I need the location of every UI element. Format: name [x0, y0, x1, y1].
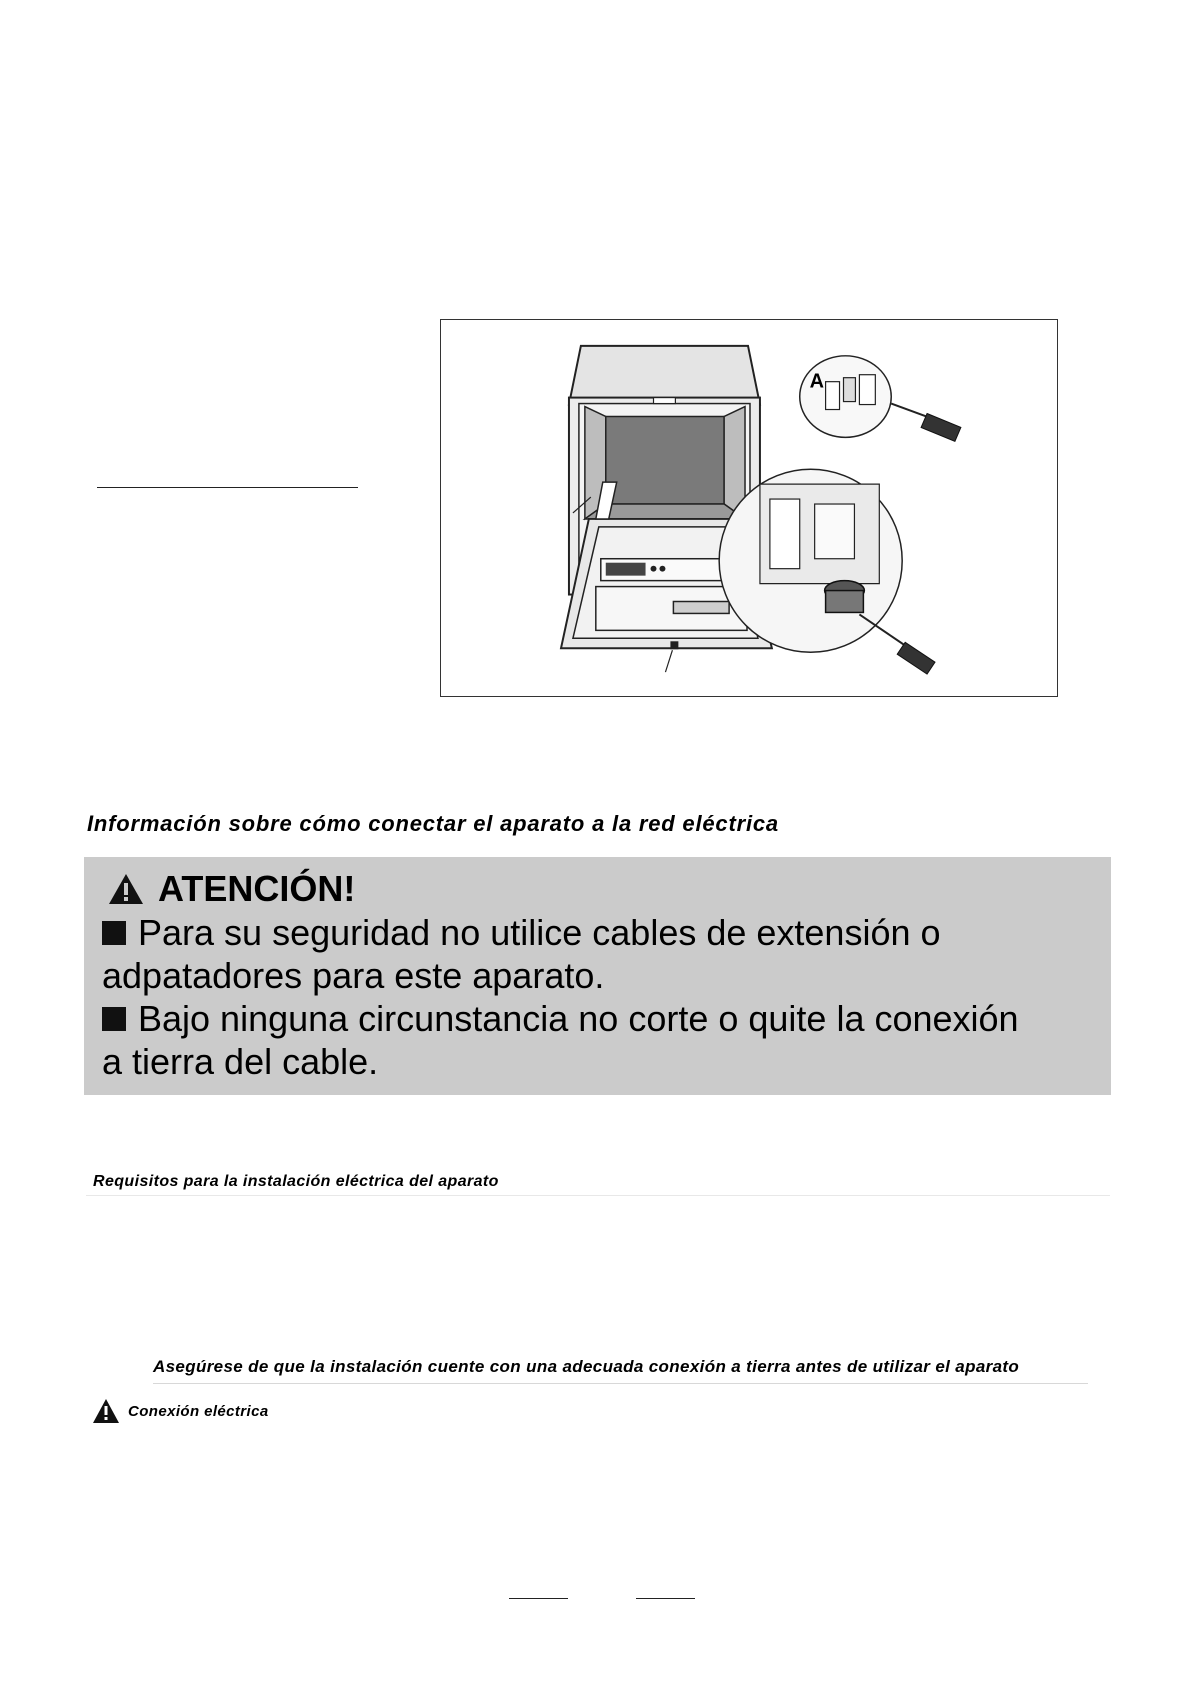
dishwasher-leveling-illustration — [441, 320, 1057, 696]
warning-box — [84, 857, 1111, 1095]
warning-line-3 — [102, 997, 1093, 1040]
warning-line-2: adpatadores para este aparato. — [102, 955, 605, 996]
electrical-connection-text: Conexión eléctrica — [128, 1402, 269, 1420]
warning-line-4: a tierra del cable. — [102, 1041, 379, 1082]
blank-underline — [636, 1598, 695, 1599]
warning-title — [102, 867, 1093, 911]
bullet-square-icon — [102, 921, 126, 945]
warning-line-1 — [102, 911, 1093, 954]
warning-triangle-icon — [92, 1398, 120, 1424]
warning-line-3-text: Bajo ninguna circunstancia no corte o quite la conexión — [138, 998, 1019, 1039]
detail-circle-top — [800, 356, 961, 442]
grounding-note: Asegúrese de que la instalación cuente con una adecuada conexión a tierra antes de utilizar el aparato — [153, 1357, 1020, 1376]
grounding-note-rule — [153, 1383, 1088, 1384]
requirements-rule — [86, 1195, 1110, 1196]
warning-triangle-icon — [108, 872, 144, 906]
blank-underline — [97, 487, 358, 488]
bullet-square-icon — [102, 1007, 126, 1031]
electrical-connection-label — [92, 1398, 269, 1424]
installation-figure — [440, 319, 1058, 697]
requirements-heading: Requisitos para la instalación eléctrica del aparato — [93, 1173, 499, 1190]
callout-label-a: A — [809, 370, 825, 393]
warning-line-1-text: Para su seguridad no utilice cables de extensión o — [138, 912, 941, 953]
warning-title-text: ATENCIÓN! — [158, 868, 356, 909]
connection-info-heading: Información sobre cómo conectar el aparato a la red eléctrica — [87, 811, 779, 836]
blank-underline — [509, 1598, 568, 1599]
